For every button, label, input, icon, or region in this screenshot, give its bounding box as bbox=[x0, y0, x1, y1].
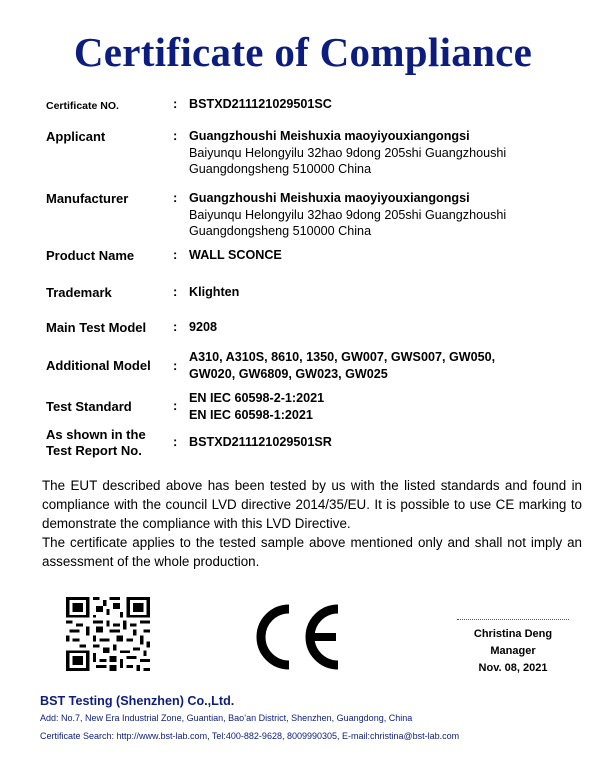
sign-date: Nov. 08, 2021 bbox=[478, 662, 548, 674]
test-standard-line-2: EN IEC 60598-1:2021 bbox=[189, 407, 313, 422]
product-name-value: WALL SCONCE bbox=[189, 248, 282, 262]
additional-model-value bbox=[189, 349, 495, 382]
separator: : bbox=[173, 190, 178, 205]
separator: : bbox=[173, 96, 178, 111]
main-test-model-value: 9208 bbox=[189, 320, 218, 334]
additional-model-line-2: GW020, GW6809, GW023, GW025 bbox=[189, 366, 388, 381]
separator: : bbox=[173, 284, 178, 299]
applicant-label: Applicant bbox=[46, 129, 106, 144]
separator: : bbox=[173, 247, 178, 262]
separator: : bbox=[173, 358, 178, 373]
company-name: BST Testing (Shenzhen) Co.,Ltd. bbox=[40, 694, 235, 708]
applicant-address-2: Guangdongsheng 510000 China bbox=[189, 162, 372, 176]
manufacturer-label: Manufacturer bbox=[46, 191, 129, 206]
test-report-value: BSTXD211121029501SR bbox=[189, 435, 332, 449]
main-test-model-label: Main Test Model bbox=[46, 320, 147, 335]
separator: : bbox=[173, 398, 178, 413]
certificate-no-value: BSTXD211121029501SC bbox=[189, 97, 332, 111]
separator: : bbox=[173, 128, 178, 143]
trademark-value: Klighten bbox=[189, 285, 240, 299]
test-standard-value bbox=[189, 390, 324, 423]
signer-title: Manager bbox=[490, 645, 536, 657]
manufacturer-value bbox=[189, 190, 506, 240]
applicant-address-1: Baiyunqu Helongyilu 32hao 9dong 205shi Guangzhoushi bbox=[189, 145, 507, 160]
company-contact: Certificate Search: http://www.bst-lab.com, Tel:400-882-9628, 8009990305, E-mail:christina@bst-lab.com bbox=[40, 731, 460, 741]
certificate-no-label: Certificate NO. bbox=[46, 100, 119, 112]
statement-paragraph-2: The certificate applies to the tested sample above mentioned only and shall not imply an assessment of the whole production. bbox=[42, 535, 582, 569]
separator: : bbox=[173, 434, 178, 449]
manufacturer-address-1: Baiyunqu Helongyilu 32hao 9dong 205shi Guangzhoushi bbox=[189, 207, 507, 222]
separator: : bbox=[173, 319, 178, 334]
applicant-name: Guangzhoushi Meishuxia maoyiyouxiangongsi bbox=[189, 129, 470, 143]
applicant-value bbox=[189, 128, 506, 178]
manufacturer-name: Guangzhoushi Meishuxia maoyiyouxiangongsi bbox=[189, 191, 470, 205]
manufacturer-address-2: Guangdongsheng 510000 China bbox=[189, 224, 372, 238]
test-report-label: As shown in the Test Report No. bbox=[46, 427, 146, 458]
signer-name: Christina Deng bbox=[473, 628, 553, 640]
compliance-statement bbox=[42, 476, 582, 571]
ce-mark-icon bbox=[252, 601, 344, 673]
trademark-label: Trademark bbox=[46, 285, 112, 300]
company-address: Add: No.7, New Era Industrial Zone, Guantian, Bao’an District, Shenzhen, Guangdong, China bbox=[40, 713, 413, 723]
test-standard-label: Test Standard bbox=[46, 399, 132, 414]
additional-model-label: Additional Model bbox=[46, 358, 151, 373]
product-name-label: Product Name bbox=[46, 248, 135, 263]
test-standard-line-1: EN IEC 60598-2-1:2021 bbox=[189, 391, 325, 405]
certificate-title: Certificate of Compliance bbox=[73, 29, 533, 75]
statement-paragraph-1: The EUT described above has been tested by us with the listed standards and found in compliance with the council LVD directive 2014/35/EU. It is possible to use CE marking to demonstrate the compliance with this LVD Directive. bbox=[42, 478, 582, 531]
additional-model-line-1: A310, A310S, 8610, 1350, GW007, GWS007, GW050, bbox=[189, 350, 496, 364]
qr-code-icon bbox=[66, 597, 150, 671]
signature-line bbox=[457, 619, 569, 620]
